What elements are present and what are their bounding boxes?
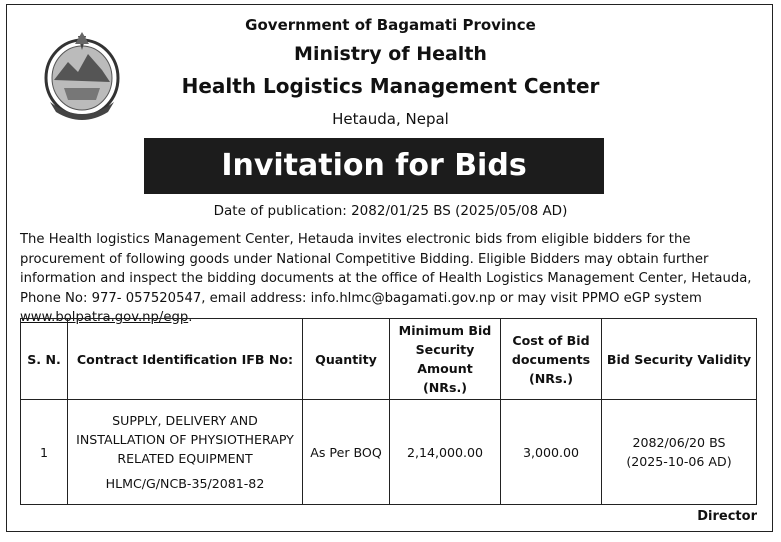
header-quantity: Quantity bbox=[303, 319, 390, 400]
header-security: Minimum Bid Security Amount (NRs.) bbox=[390, 319, 501, 400]
table-header-row bbox=[21, 319, 757, 400]
contract-desc-line-1: SUPPLY, DELIVERY AND bbox=[112, 413, 258, 428]
egp-link[interactable]: www.bolpatra.gov.np/egp bbox=[20, 310, 189, 325]
contract-desc-line-3: RELATED EQUIPMENT bbox=[117, 451, 253, 466]
paragraph-text: The Health logistics Management Center, Hetauda invites electronic bids from eligible bidders for the procurement of following goods under National Competitive Bidding. Eligible Bidders may obtain further information and inspect the bidding documents at the office of Health Logistics Management Center, Hetauda, Phone No: 977- 057520547, email address: info.hlmc@bagamati.gov.np or may visit PPMO eGP system bbox=[20, 232, 752, 306]
header-validity: Bid Security Validity bbox=[602, 319, 757, 400]
cell-cost: 3,000.00 bbox=[501, 400, 602, 505]
cell-security: 2,14,000.00 bbox=[390, 400, 501, 505]
table-row bbox=[21, 400, 757, 505]
header-sn: S. N. bbox=[21, 319, 68, 400]
header-cost: Cost of Bid documents (NRs.) bbox=[501, 319, 602, 400]
publication-date: Date of publication: 2082/01/25 BS (2025/05/08 AD) bbox=[213, 203, 568, 219]
cell-contract bbox=[68, 400, 303, 505]
location-heading: Hetauda, Nepal bbox=[332, 110, 449, 128]
paragraph-end: . bbox=[188, 310, 193, 325]
ministry-heading: Ministry of Health bbox=[294, 43, 487, 65]
validity-ad: (2025-10-06 AD) bbox=[626, 454, 732, 469]
invitation-paragraph bbox=[20, 230, 765, 328]
bids-table bbox=[20, 318, 757, 505]
signature-director: Director bbox=[697, 509, 757, 524]
header-contract: Contract Identification IFB No: bbox=[68, 319, 303, 400]
title-banner: Invitation for Bids bbox=[144, 138, 604, 194]
ifb-number: HLMC/G/NCB-35/2081-82 bbox=[105, 476, 265, 491]
cell-quantity: As Per BOQ bbox=[303, 400, 390, 505]
center-heading: Health Logistics Management Center bbox=[181, 74, 600, 98]
cell-validity bbox=[602, 400, 757, 505]
cell-sn: 1 bbox=[21, 400, 68, 505]
validity-bs: 2082/06/20 BS bbox=[632, 435, 726, 450]
government-heading: Government of Bagamati Province bbox=[245, 16, 536, 34]
contract-desc-line-2: INSTALLATION OF PHYSIOTHERAPY bbox=[76, 432, 294, 447]
